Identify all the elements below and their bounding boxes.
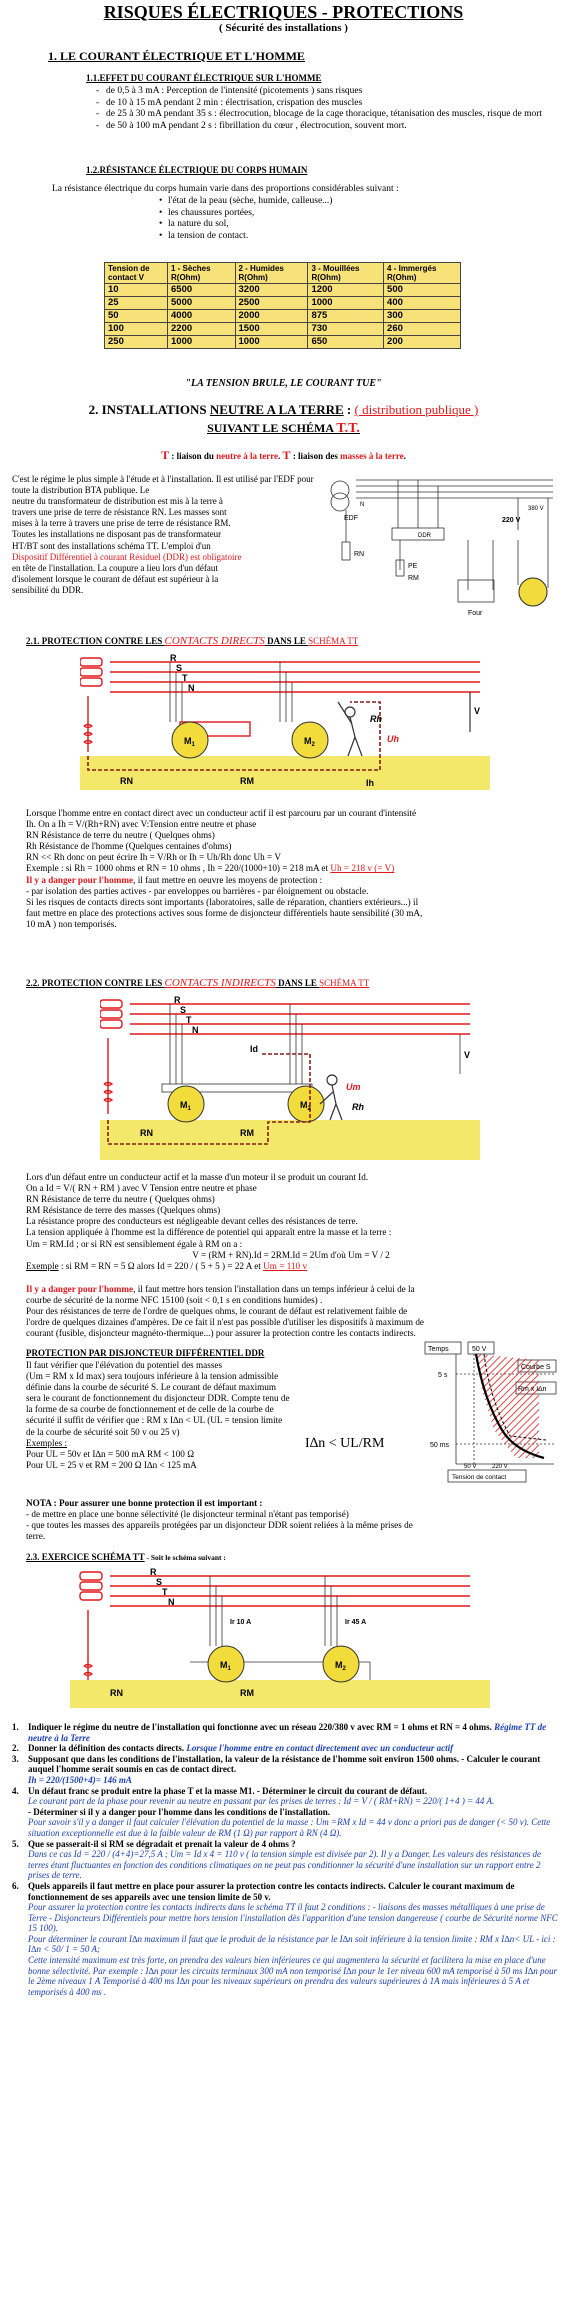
table-row <box>105 284 461 297</box>
question: Indiquer le régime du neutre de l'installation qui fonctionne avec un réseau 220/380 v avec RM = 1 ohms et RN = 4 ohms. <box>28 1722 492 1732</box>
label-t: T <box>186 1015 192 1025</box>
text-line: 10 mA ) non temporisés. <box>26 918 117 929</box>
label-rm: RM <box>240 1688 254 1698</box>
quote: "LA TENSION BRULE, LE COURANT TUE" <box>185 378 382 389</box>
danger-rest: , il faut mettre en oeuvre les moyens de protection : <box>133 874 323 885</box>
factor-item: • l'état de la peau (sèche, humide, calleuse...) <box>168 196 332 208</box>
motor-label: M <box>180 1100 188 1110</box>
exercise-item <box>8 1839 558 1881</box>
tt-paragraph <box>12 474 314 596</box>
answer: Régime TT de neutre à la Terre <box>28 1722 547 1743</box>
heading-part: 2.3. EXERCICE SCHÉMA TT <box>26 1552 145 1562</box>
text-line: RN Résistance de terre du neutre ( Quelques ohms) <box>26 830 215 841</box>
table-cell: 50 <box>105 310 168 323</box>
table-cell: 2500 <box>235 297 308 310</box>
edf-label: EDF <box>344 515 358 522</box>
direct-contact-diagram <box>80 652 490 792</box>
answer: Pour assurer la protection contre les contacts indirects dans le schéma TT il faut 2 conditions : - liaisons des masses métalliques à une prise de Terre - Disjoncteurs Différentiels pour mettre hors tension l'installation dès l'apparition d'une tension dangereuse ( courbe de Sécurité norme NFC 15 100). <box>28 1902 558 1934</box>
example-line <box>26 1261 556 1272</box>
label-ir1: Ir 10 A <box>230 1619 252 1626</box>
danger-line <box>26 1284 556 1295</box>
table-row <box>105 336 461 349</box>
exercise-diagram <box>70 1566 490 1708</box>
answer: Cette intensité maximum est très forte, on prendra des valeurs bien inférieures ce qui augmentera la sécurité et facilitera la mise en place d'une bonne sélectivité. Par exemple : I∆n pour les circuits terminaux 300 mA non temporisé I∆n pour le 1er niveau 600 mA temporisé à 50 ms I∆n pour le 2ème niveaux 1 A Temporisé à 400 ms I∆n pour les niveaux supérieurs on prendra des valeurs supérieures à 1A mais inférieures à 5 A et temporisés à 400 ms . <box>28 1955 558 1997</box>
label-id: Id <box>250 1044 258 1054</box>
nota-heading: NOTA : Pour assurer une bonne protection il est important : <box>26 1498 263 1508</box>
item-number: 2. <box>12 1743 19 1754</box>
question: Quels appareils il faut mettre en place pour assurer la protection contre les contacts indirects. Calculer le courant maximum de fonctionnement de ses appareils avec une tension limite de 50 v. <box>28 1880 515 1902</box>
section-2-heading-part: 2. INSTALLATIONS <box>88 402 210 417</box>
section-2-heading-part: : <box>343 402 355 417</box>
table-header-cell: 3 - Mouillées R(Ohm) <box>308 263 384 284</box>
table-row <box>105 310 461 323</box>
label-rn: RN <box>140 1128 153 1138</box>
motor-sub: 2 <box>342 1666 346 1672</box>
table-cell: 100 <box>105 323 168 336</box>
chart-x220-label: 220 V <box>492 1464 508 1470</box>
ddr-text <box>26 1360 426 1471</box>
motor-sub: 1 <box>191 742 195 748</box>
table-cell: 5000 <box>168 297 236 310</box>
table-cell: 875 <box>308 310 384 323</box>
heading-part: SCHÉMA TT <box>308 636 359 646</box>
motor-label: M <box>184 736 192 746</box>
table-cell: 6500 <box>168 284 236 297</box>
motor-label: M <box>304 736 312 746</box>
tt-line: sensibilité du DDR. <box>12 584 84 595</box>
tt-legend-part: masses à la terre <box>340 451 404 461</box>
ddr-label: DDR <box>418 533 431 539</box>
text-line: Um = RM.Id ; or si RN est sensiblement égale à RM on a : <box>26 1238 243 1249</box>
pe-label: PE <box>408 563 418 570</box>
text-line: - par isolation des parties actives - par enveloppes ou barrières - par éloignement ou obstacle. <box>26 885 369 896</box>
answer: Dans ce cas Id = 220 / (4+4)=27,5 A ; Um = Id x 4 = 110 v ( la tension simple est divisée par 2). Il y a Danger. Les valeurs des résistances de terres étant fluctuantes en fonction des conditions climatiques on ne peut pas conditionner la sécurité d'une installation sur un rapport entre 2 prises de terre. <box>28 1849 542 1881</box>
resistance-table <box>104 262 461 349</box>
heading-part: DANS LE <box>275 978 320 988</box>
factor-item: • la tension de contact. <box>168 231 332 243</box>
v220-label: 220 V <box>502 517 521 524</box>
table-row <box>105 323 461 336</box>
nota-line: - de mettre en place une bonne sélectivité (le disjoncteur terminal n'étant pas temporisé) <box>26 1509 349 1520</box>
text-line: Si les risques de contacts directs sont importants (laboratoires, salle de réparation, chantiers extérieurs...) il <box>26 896 419 907</box>
table-cell: 730 <box>308 323 384 336</box>
heading-part: SCHÉMA TT <box>319 978 370 988</box>
text-line: sera le courant de fonctionnement du disjoncteur DDR. Compte tenu de <box>26 1393 290 1404</box>
table-cell: 250 <box>105 336 168 349</box>
label-n: N <box>168 1597 175 1607</box>
example-text: : si RM = RN = 5 Ω alors Id = 220 / ( 5 + 5 ) = 22 A et <box>58 1260 264 1271</box>
nota-line: terre. <box>26 1531 46 1542</box>
text-line: Lorsque l'homme entre en contact direct avec un conducteur actif il est parcouru par un courant d'intensité <box>26 808 417 818</box>
table-cell: 10 <box>105 284 168 297</box>
example-line <box>26 863 556 874</box>
section-2-heading-part: NEUTRE A LA TERRE <box>209 402 344 417</box>
section-2-heading-part: ( distribution publique ) <box>354 402 479 417</box>
table-cell: 2000 <box>235 310 308 323</box>
effect-item: - de 0,5 à 3 mA : Perception de l'intensité (picotements ) sans risques <box>106 86 566 98</box>
tt-installation-diagram <box>318 470 558 622</box>
text-line: la forme de sa courbe de fonctionnement et de celle de la courbe de <box>26 1404 274 1415</box>
tt-legend-part: neutre à la terre <box>216 451 279 461</box>
exercise-item <box>8 1881 558 1998</box>
motor-sub: 1 <box>227 1666 231 1672</box>
tt-line: HT/BT sont des installations schéma TT. L'emploi d'un <box>12 540 211 551</box>
effect-item: - de 25 à 30 mA pendant 35 s : électrocution, blocage de la cage thoracique, tétanisation des muscles, risque de mort <box>106 109 566 121</box>
tt-line: C'est le régime le plus simple à l'étude et à l'installation. Il est utilisé par l'EDF pour toute la distribution BTA publique. Le <box>12 474 314 496</box>
tt-legend-part: T <box>282 448 291 462</box>
examples-label: Exemples : <box>26 1437 68 1448</box>
label-t: T <box>182 673 188 683</box>
tt-line: d'isolement lorsque le courant de défaut est supérieur à la <box>12 573 219 584</box>
chart-50v-label: 50 V <box>472 1346 487 1353</box>
heading-part: 2.1. PROTECTION CONTRE LES <box>26 636 165 646</box>
table-cell: 260 <box>384 323 461 336</box>
nota-line: - que toutes les masses des appareils protégées par un disjoncteur DDR soient reliées à la même prises de <box>26 1520 413 1531</box>
text-line: sécurité il suffit de vérifier que : RM x I∆n < UL (UL = tension limite <box>26 1415 283 1426</box>
text-line: courant (fusible, disjoncteur magnéto-thermique...) pour assurer la protection contre les contacts indirects. <box>26 1328 416 1339</box>
tt-legend-part: : liaison des <box>290 451 341 461</box>
text-line: (Um = RM x Id max) sera toujours inférieure à la tension admissible <box>26 1371 279 1382</box>
text-line: RN << Rh donc on peut écrire Ih = V/Rh or Ih = Uh/Rh donc Uh = V <box>26 852 281 863</box>
example-text: Exemple : si Rh = 1000 ohms et RN = 10 ohms , Ih = 220/(1000+10) = 218 mA et <box>26 863 331 874</box>
question: Que se passerait-il si RM se dégradait et prenait la valeur de 4 ohms ? <box>28 1838 296 1849</box>
direct-contact-text <box>26 808 556 930</box>
text-line: Lors d'un défaut entre un conducteur actif et la masse d'un moteur il se produit un courant Id. <box>26 1172 369 1182</box>
label-n: N <box>188 683 195 693</box>
question: Supposant que dans les conditions de l'installation, la valeur de la résistance de l'homme soit environ 1500 ohms. - Calculer le courant auquel l'homme serait soumis en cas de contact direct. <box>28 1753 541 1775</box>
factors-list <box>154 196 332 242</box>
example-line: Pour UL = 25 v et RM = 200 Ω I∆n < 125 mA <box>26 1459 197 1470</box>
label-v: V <box>464 1050 471 1060</box>
chart-50ms-label: 50 ms <box>430 1442 450 1449</box>
text-line: courbe de sécurité de la norme NFC 15100 (soit < 0,1 s en conditions humides) . <box>26 1295 323 1306</box>
text-line: de la courbe de sécurité soit 50 v ou 25 v) <box>26 1426 180 1437</box>
table-header-cell: 2 - Humides R(Ohm) <box>235 263 308 284</box>
text-line: On a Id = V/( RN + RM ) avec V Tension entre neutre et phase <box>26 1183 257 1194</box>
section-1-2-heading: 1.2.RÉSISTANCE ÉLECTRIQUE DU CORPS HUMAIN <box>86 165 308 175</box>
nota-text <box>26 1498 556 1542</box>
danger-line <box>26 875 556 886</box>
label-rn: RN <box>110 1688 123 1698</box>
section-1-1-heading: 1.1.EFFET DU COURANT ÉLECTRIQUE SUR L'HOMME <box>86 73 322 83</box>
text-line: La résistance propre des conducteurs est négligeable devant celles des résistances de terre. <box>26 1216 358 1227</box>
heading-part: 2.2. PROTECTION CONTRE LES <box>26 978 165 988</box>
page-title: RISQUES ÉLECTRIQUES - PROTECTIONS <box>103 2 464 22</box>
table-cell: 1500 <box>235 323 308 336</box>
text-line: définie dans la courbe de sécurité S. Le courant de défaut maximum <box>26 1382 277 1393</box>
motor-label: M <box>300 1100 308 1110</box>
table-cell: 1000 <box>235 336 308 349</box>
question: - Déterminer si il y a danger pour l'homme dans les conditions de l'installation. <box>28 1806 331 1817</box>
table-cell: 300 <box>384 310 461 323</box>
effect-item: - de 50 à 100 mA pendant 2 s : fibrillation du cœur , électrocution, souvent mort. <box>106 121 566 133</box>
rn-label: RN <box>354 551 365 558</box>
label-n: N <box>192 1025 199 1035</box>
question: Donner la définition des contacts directs. <box>28 1743 185 1754</box>
tt-line: en tête de l'installation. La coupure a lieu lors d'un défaut <box>12 562 218 573</box>
label-s: S <box>156 1577 163 1587</box>
indirect-contact-diagram <box>100 994 480 1164</box>
tt-line: Dispositif Différentiel à courant Résiduel (DDR) est obligatoire <box>12 551 242 562</box>
example-line: Pour UL = 50v et I∆n = 500 mA RM < 100 Ω <box>26 1448 195 1459</box>
effects-list <box>92 86 566 132</box>
chart-x50-label: 50 V <box>464 1464 477 1470</box>
label-ih: Ih <box>366 778 374 788</box>
answer: Le courant part de la phase pour revenir au neutre en passant par les prises de terres : Id = V / ( RM+RN) = 220/( 1+4 ) = 44 A. <box>28 1796 495 1807</box>
chart-5s-label: 5 s <box>438 1372 448 1379</box>
text-line: Rh Résistance de l'homme (Quelques centaines d'ohms) <box>26 841 232 852</box>
heading-part: CONTACTS INDIRECTS <box>164 977 276 989</box>
danger-text: Il y a danger pour l'homme <box>26 874 134 885</box>
danger-rest: , il faut mettre hors tension l'installation dans un temps inférieur à celui de la <box>133 1284 415 1294</box>
example-result: Um = 110 v <box>263 1260 308 1271</box>
exercise-item <box>8 1754 558 1786</box>
heading-part: - Soit le schéma suivant : <box>144 1553 226 1562</box>
motor-sub: 2 <box>307 1106 311 1112</box>
motor-sub: 1 <box>187 1106 191 1112</box>
factor-item: • les chaussures portées, <box>168 208 332 220</box>
exercise-item <box>8 1786 558 1839</box>
rm-label: RM <box>408 575 419 582</box>
chart-rmidn-label: Rm x I∆n <box>518 1386 547 1393</box>
item-number: 5. <box>12 1838 19 1849</box>
label-t: T <box>162 1587 168 1597</box>
table-cell: 4000 <box>168 310 236 323</box>
label-v: V <box>474 706 481 716</box>
label-uh: Uh <box>387 734 399 744</box>
table-header-cell: 4 - Immergés R(Ohm) <box>384 263 461 284</box>
text-line: Pour des résistances de terre de l'ordre de quelques ohms, le courant de défaut est relativement faible de <box>26 1306 408 1317</box>
section-2-1-heading <box>26 636 358 647</box>
section-2-heading-part: T.T. <box>336 421 360 436</box>
text-line: faut mettre en place des protections actives sous forme de disjoncteur différentiels haute sensibilité (30 mA, <box>26 907 423 918</box>
factor-item: • la nature du sol, <box>168 219 332 231</box>
answer: Lorsque l'homme entre en contact directement avec un conducteur actif <box>186 1743 454 1754</box>
table-cell: 3200 <box>235 284 308 297</box>
label-rh: Rh <box>370 714 382 724</box>
motor-label: M <box>220 1660 228 1670</box>
tt-line: travers une prise de terre de résistance RN. Les masses sont <box>12 507 227 518</box>
effect-item: - de 10 à 15 mA pendant 2 min : électrisation, crispation des muscles <box>106 98 566 110</box>
tt-legend-part: T <box>161 448 170 462</box>
label-ir2: Ir 45 A <box>345 1619 367 1626</box>
text-line: La tension appliquée à l'homme est la différence de potentiel qui apparaît entre la masse et la terre : <box>26 1227 392 1238</box>
section-2-heading2 <box>0 421 567 436</box>
exercise-list <box>8 1722 558 1997</box>
resistance-intro: La résistance électrique du corps humain varie dans des proportions considérables suivant : <box>52 184 399 194</box>
section-2-3-heading <box>26 1552 226 1563</box>
v380-label: 380 V <box>528 506 544 512</box>
indirect-contact-text <box>26 1172 556 1272</box>
section-2-heading-part: SUIVANT LE SCHÉMA <box>207 421 337 435</box>
item-number: 4. <box>12 1785 19 1796</box>
chart-courbe-label: Courbe S <box>521 1364 551 1371</box>
exercise-item <box>8 1743 558 1754</box>
page-subtitle: ( Sécurité des installations ) <box>219 22 348 34</box>
chart-axis-y-label: Temps <box>428 1346 449 1353</box>
ddr-formula: I∆n < UL/RM <box>305 1436 385 1451</box>
table-cell: 1000 <box>308 297 384 310</box>
ddr-heading: PROTECTION PAR DISJONCTEUR DIFFÉRENTIEL DDR <box>26 1348 265 1358</box>
label-s: S <box>180 1005 187 1015</box>
indirect-danger-text <box>26 1284 556 1339</box>
answer: Pour savoir s'il y a danger il faut calculer l'élévation du potentiel de la masse : Um =RM x Id = 44 v donc a priori pas de danger (< 50 v). Cette situation exceptionnelle est due à la faible valeur de RM (1 Ω) par rapport à RN (4 Ω). <box>28 1817 551 1838</box>
motor-sub: 2 <box>311 742 315 748</box>
table-cell: 2200 <box>168 323 236 336</box>
item-number: 1. <box>12 1722 19 1732</box>
n-label: N <box>360 502 365 508</box>
text-line: l'ordre de quelques dizaines d'ampères. De ce fait il n'est pas possible d'utiliser les dispositifs à maximum de <box>26 1317 425 1328</box>
table-cell: 200 <box>384 336 461 349</box>
label-r: R <box>170 653 177 663</box>
section-1-heading: 1. LE COURANT ÉLECTRIQUE ET L'HOMME <box>48 49 305 63</box>
motor-label: M <box>335 1660 343 1670</box>
heading-part: CONTACTS DIRECTS <box>164 635 265 647</box>
table-cell: 400 <box>384 297 461 310</box>
label-rm: RM <box>240 776 254 786</box>
item-number: 3. <box>12 1753 19 1764</box>
text-line: RN Résistance de terre du neutre ( Quelques ohms) <box>26 1194 215 1205</box>
answer: Pour déterminer le courant I∆n maximum il faut que le produit de la résistance par le I∆n soit inférieure à la tension limite : RM x I∆n< UL - ici : I∆n < 50/ 1 = 50 A; <box>28 1933 556 1955</box>
table-header-cell: Tension de contact V <box>105 263 168 284</box>
heading-part: DANS LE <box>264 636 309 646</box>
item-number: 6. <box>12 1880 19 1891</box>
label-r: R <box>174 995 181 1005</box>
exercise-item <box>8 1722 558 1743</box>
tt-legend-part: . <box>278 451 283 461</box>
formula-line: V = (RM + RN).Id = 2RM.Id = 2Um d'où Um = V / 2 <box>192 1249 390 1260</box>
safety-curve-chart <box>424 1340 560 1490</box>
label-rn: RN <box>120 776 133 786</box>
danger-text: Il y a danger pour l'homme <box>26 1284 134 1294</box>
tt-line: mises à la terre à travers une prise de terre de résistance RM. <box>12 518 231 529</box>
table-cell: 25 <box>105 297 168 310</box>
example-result: Uh = 218 v (= V) <box>330 863 395 874</box>
label-rm: RM <box>240 1128 254 1138</box>
text-line: Ih. On a Ih = V/(Rh+RN) avec V:Tension entre neutre et phase <box>26 819 257 830</box>
table-header-row <box>105 263 461 284</box>
tt-legend-part: : liaison du <box>169 451 217 461</box>
tt-legend <box>0 450 567 462</box>
table-cell: 1000 <box>168 336 236 349</box>
tt-legend-part: . <box>403 451 406 461</box>
table-cell: 500 <box>384 284 461 297</box>
tt-line: neutre du transformateur de distribution est mis à la terre à <box>12 496 223 507</box>
question: Un défaut franc se produit entre la phase T et la masse M1. - Déterminer le circuit du courant de défaut. <box>28 1785 427 1796</box>
table-header-cell: 1 - Sèches R(Ohm) <box>168 263 236 284</box>
answer: Ih = 220/(1500+4)= 146 mA <box>28 1774 132 1785</box>
section-2-heading <box>0 402 567 417</box>
table-cell: 650 <box>308 336 384 349</box>
chart-axis-x-label: Tension de contact <box>452 1474 507 1481</box>
four-label: Four <box>468 610 483 617</box>
label-rh: Rh <box>352 1102 364 1112</box>
label-um: Um <box>346 1082 361 1092</box>
text-line: RM Résistance de terre des masses (Quelques ohms) <box>26 1205 221 1216</box>
label-r: R <box>150 1567 157 1577</box>
section-2-2-heading <box>26 978 369 989</box>
table-cell: 1200 <box>308 284 384 297</box>
table-row <box>105 297 461 310</box>
tt-line: Toutes les installations ne disposant pas de transformateur <box>12 529 222 540</box>
label-s: S <box>176 663 183 673</box>
text-line: Il faut vérifier que l'élévation du potentiel des masses <box>26 1360 223 1370</box>
example-label: Exemple <box>26 1260 59 1271</box>
